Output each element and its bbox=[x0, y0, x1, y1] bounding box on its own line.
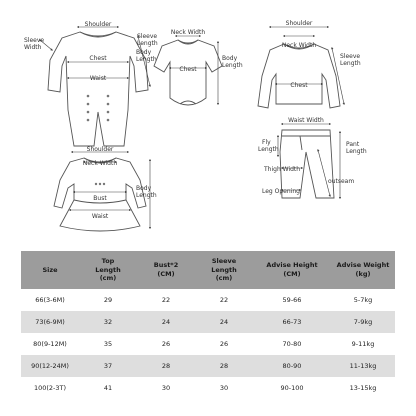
dress-buttons bbox=[95, 183, 105, 185]
cell-top-length: 29 bbox=[79, 289, 137, 311]
cell-size: 73(6-9M) bbox=[21, 311, 79, 333]
romper-outline bbox=[48, 32, 148, 146]
bodysuit-body-label-2: Length bbox=[222, 62, 243, 69]
cell-top-length: 37 bbox=[79, 355, 137, 377]
cell-size: 90(12-24M) bbox=[21, 355, 79, 377]
header-advise-weight: Advise Weight (kg) bbox=[331, 251, 395, 289]
dress-bust-label: Bust bbox=[93, 195, 107, 202]
bodysuit-body-label-1: Body bbox=[222, 55, 238, 62]
romper-snaps bbox=[87, 95, 110, 122]
cell-bust: 28 bbox=[137, 355, 195, 377]
table-row bbox=[21, 355, 395, 377]
pants-waist-width-label: Waist Width bbox=[288, 117, 324, 124]
cell-advise-weight: 7-9kg bbox=[331, 311, 395, 333]
cell-advise-height: 66-73 bbox=[253, 311, 331, 333]
top-chest-label: Chest bbox=[290, 82, 308, 89]
cell-advise-weight: 13-15kg bbox=[331, 377, 395, 399]
romper-waist-label: Waist bbox=[89, 75, 107, 82]
cell-advise-height: 90-100 bbox=[253, 377, 331, 399]
romper-chest-label: Chest bbox=[89, 55, 107, 62]
table-row bbox=[21, 377, 395, 399]
dress-waist-label: Waist bbox=[91, 213, 109, 220]
romper-body-label-2: Length bbox=[136, 56, 157, 63]
pants-fly bbox=[300, 136, 302, 150]
romper-diagram bbox=[40, 27, 150, 146]
cell-sleeve-length: 30 bbox=[195, 377, 253, 399]
cell-advise-weight: 5-7kg bbox=[331, 289, 395, 311]
pants-thigh-width-label: Thigh Width bbox=[264, 166, 301, 173]
top-neck-width-label: Neck Width bbox=[281, 42, 317, 49]
top-sleeve-label-1: Sleeve bbox=[340, 53, 361, 60]
cell-size: 80(9-12M) bbox=[21, 333, 79, 355]
romper-shoulder-label: Shoulder bbox=[84, 21, 112, 28]
cell-bust: 30 bbox=[137, 377, 195, 399]
top-shoulder-label: Shoulder bbox=[285, 20, 313, 27]
table-row bbox=[21, 333, 395, 355]
pants-pant-label-1: Pant bbox=[346, 141, 360, 148]
header-top-length: Top Length (cm) bbox=[79, 251, 137, 289]
romper-sleeve-label-2: Length bbox=[137, 40, 158, 47]
cell-bust: 24 bbox=[137, 311, 195, 333]
bodysuit-crotch bbox=[180, 101, 196, 104]
cell-advise-height: 80-90 bbox=[253, 355, 331, 377]
pants-fly-label-2: Length bbox=[258, 146, 279, 153]
romper-sleeve-width-label-1: Sleeve bbox=[24, 37, 45, 44]
header-bust: Bust*2 (CM) bbox=[137, 251, 195, 289]
cell-size: 100(2-3T) bbox=[21, 377, 79, 399]
dress-neck-width-label: Neck Width bbox=[82, 160, 118, 167]
top-diagram bbox=[258, 27, 344, 108]
pants-diagram bbox=[278, 124, 340, 198]
cell-top-length: 41 bbox=[79, 377, 137, 399]
dress-shoulder-label: Shoulder bbox=[86, 146, 114, 153]
bodysuit-neck-width-label: Neck Width bbox=[170, 29, 206, 36]
romper-sleeve-width-label-2: Width bbox=[24, 44, 42, 51]
cell-sleeve-length: 26 bbox=[195, 333, 253, 355]
romper-collar bbox=[80, 32, 116, 36]
cell-bust: 26 bbox=[137, 333, 195, 355]
cell-advise-height: 70-80 bbox=[253, 333, 331, 355]
cell-sleeve-length: 24 bbox=[195, 311, 253, 333]
top-outline bbox=[258, 44, 340, 108]
cell-advise-weight: 11-13kg bbox=[331, 355, 395, 377]
size-chart-table bbox=[21, 251, 395, 399]
table-row bbox=[21, 289, 395, 311]
cell-advise-weight: 9-11kg bbox=[331, 333, 395, 355]
cell-sleeve-length: 22 bbox=[195, 289, 253, 311]
romper-body-label-1: Body bbox=[136, 49, 152, 56]
table-row bbox=[21, 311, 395, 333]
cell-sleeve-length: 28 bbox=[195, 355, 253, 377]
cell-advise-height: 59-66 bbox=[253, 289, 331, 311]
cell-top-length: 32 bbox=[79, 311, 137, 333]
table-header-row bbox=[21, 251, 395, 289]
header-sleeve-length: Sleeve Length (cm) bbox=[195, 251, 253, 289]
cell-size: 66(3-6M) bbox=[21, 289, 79, 311]
cell-top-length: 35 bbox=[79, 333, 137, 355]
dress-body-label-1: Body bbox=[136, 185, 152, 192]
top-sleeve-label-2: Length bbox=[340, 60, 361, 67]
dress-body-label-2: Length bbox=[136, 192, 157, 199]
pants-outseam-label: outseam bbox=[328, 178, 355, 185]
cell-bust: 22 bbox=[137, 289, 195, 311]
pants-pant-label-2: Length bbox=[346, 148, 367, 155]
bodysuit-chest-label: Chest bbox=[179, 66, 197, 73]
header-size: Size bbox=[21, 251, 79, 289]
romper-sleeve-label-1: Sleeve bbox=[137, 33, 158, 40]
header-advise-height: Advise Height (CM) bbox=[253, 251, 331, 289]
pants-leg-opening-label: Leg Opening bbox=[262, 188, 300, 195]
pants-fly-label-1: Fly bbox=[262, 139, 271, 146]
